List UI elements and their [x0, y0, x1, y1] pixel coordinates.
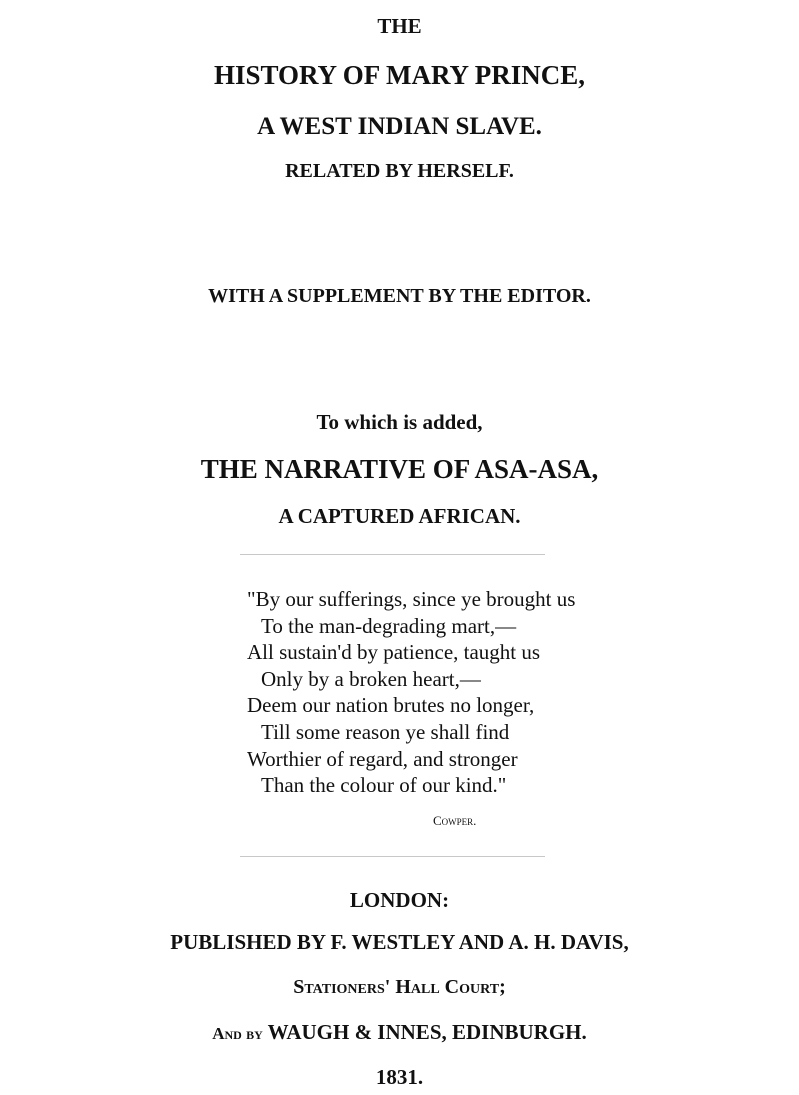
poem-line: Only by a broken heart,—	[261, 666, 481, 691]
imprint-and-by: And by	[212, 1024, 263, 1043]
divider-bottom	[240, 856, 545, 857]
narrative-title: THE NARRATIVE OF ASA-ASA,	[200, 454, 599, 484]
imprint-co-publisher-line	[0, 1020, 799, 1045]
epigraph-poem	[247, 586, 575, 799]
poem-line: To the man-degrading mart,—	[261, 613, 517, 638]
supplement-line: WITH A SUPPLEMENT BY THE EDITOR.	[208, 285, 591, 307]
divider-top	[240, 554, 545, 555]
imprint-publisher: PUBLISHED BY F. WESTLEY AND A. H. DAVIS,	[170, 930, 629, 954]
imprint-address: Stationers' Hall Court;	[293, 976, 506, 998]
poem-line: Worthier of regard, and stronger	[247, 746, 518, 771]
title-article: THE	[377, 14, 422, 38]
poem-line: "By our sufferings, since ye brought us	[247, 587, 576, 611]
poem-line: All sustain'd by patience, taught us	[247, 640, 541, 665]
main-title: HISTORY OF MARY PRINCE,	[213, 60, 586, 90]
imprint-year: 1831.	[375, 1065, 424, 1089]
epigraph-attribution: Cowper.	[433, 813, 477, 828]
subtitle: A WEST INDIAN SLAVE.	[257, 113, 542, 140]
poem-line: Deem our nation brutes no longer,	[247, 693, 535, 718]
imprint-city: LONDON:	[349, 888, 450, 912]
poem-line: Than the colour of our kind."	[261, 773, 507, 798]
poem-line: Till some reason ye shall find	[261, 719, 510, 744]
added-line: To which is added,	[316, 410, 483, 434]
narrative-subtitle: A CAPTURED AFRICAN.	[278, 504, 521, 528]
related-by-line: RELATED BY HERSELF.	[285, 160, 514, 182]
imprint-co-publisher: WAUGH & INNES, EDINBURGH.	[267, 1020, 587, 1044]
